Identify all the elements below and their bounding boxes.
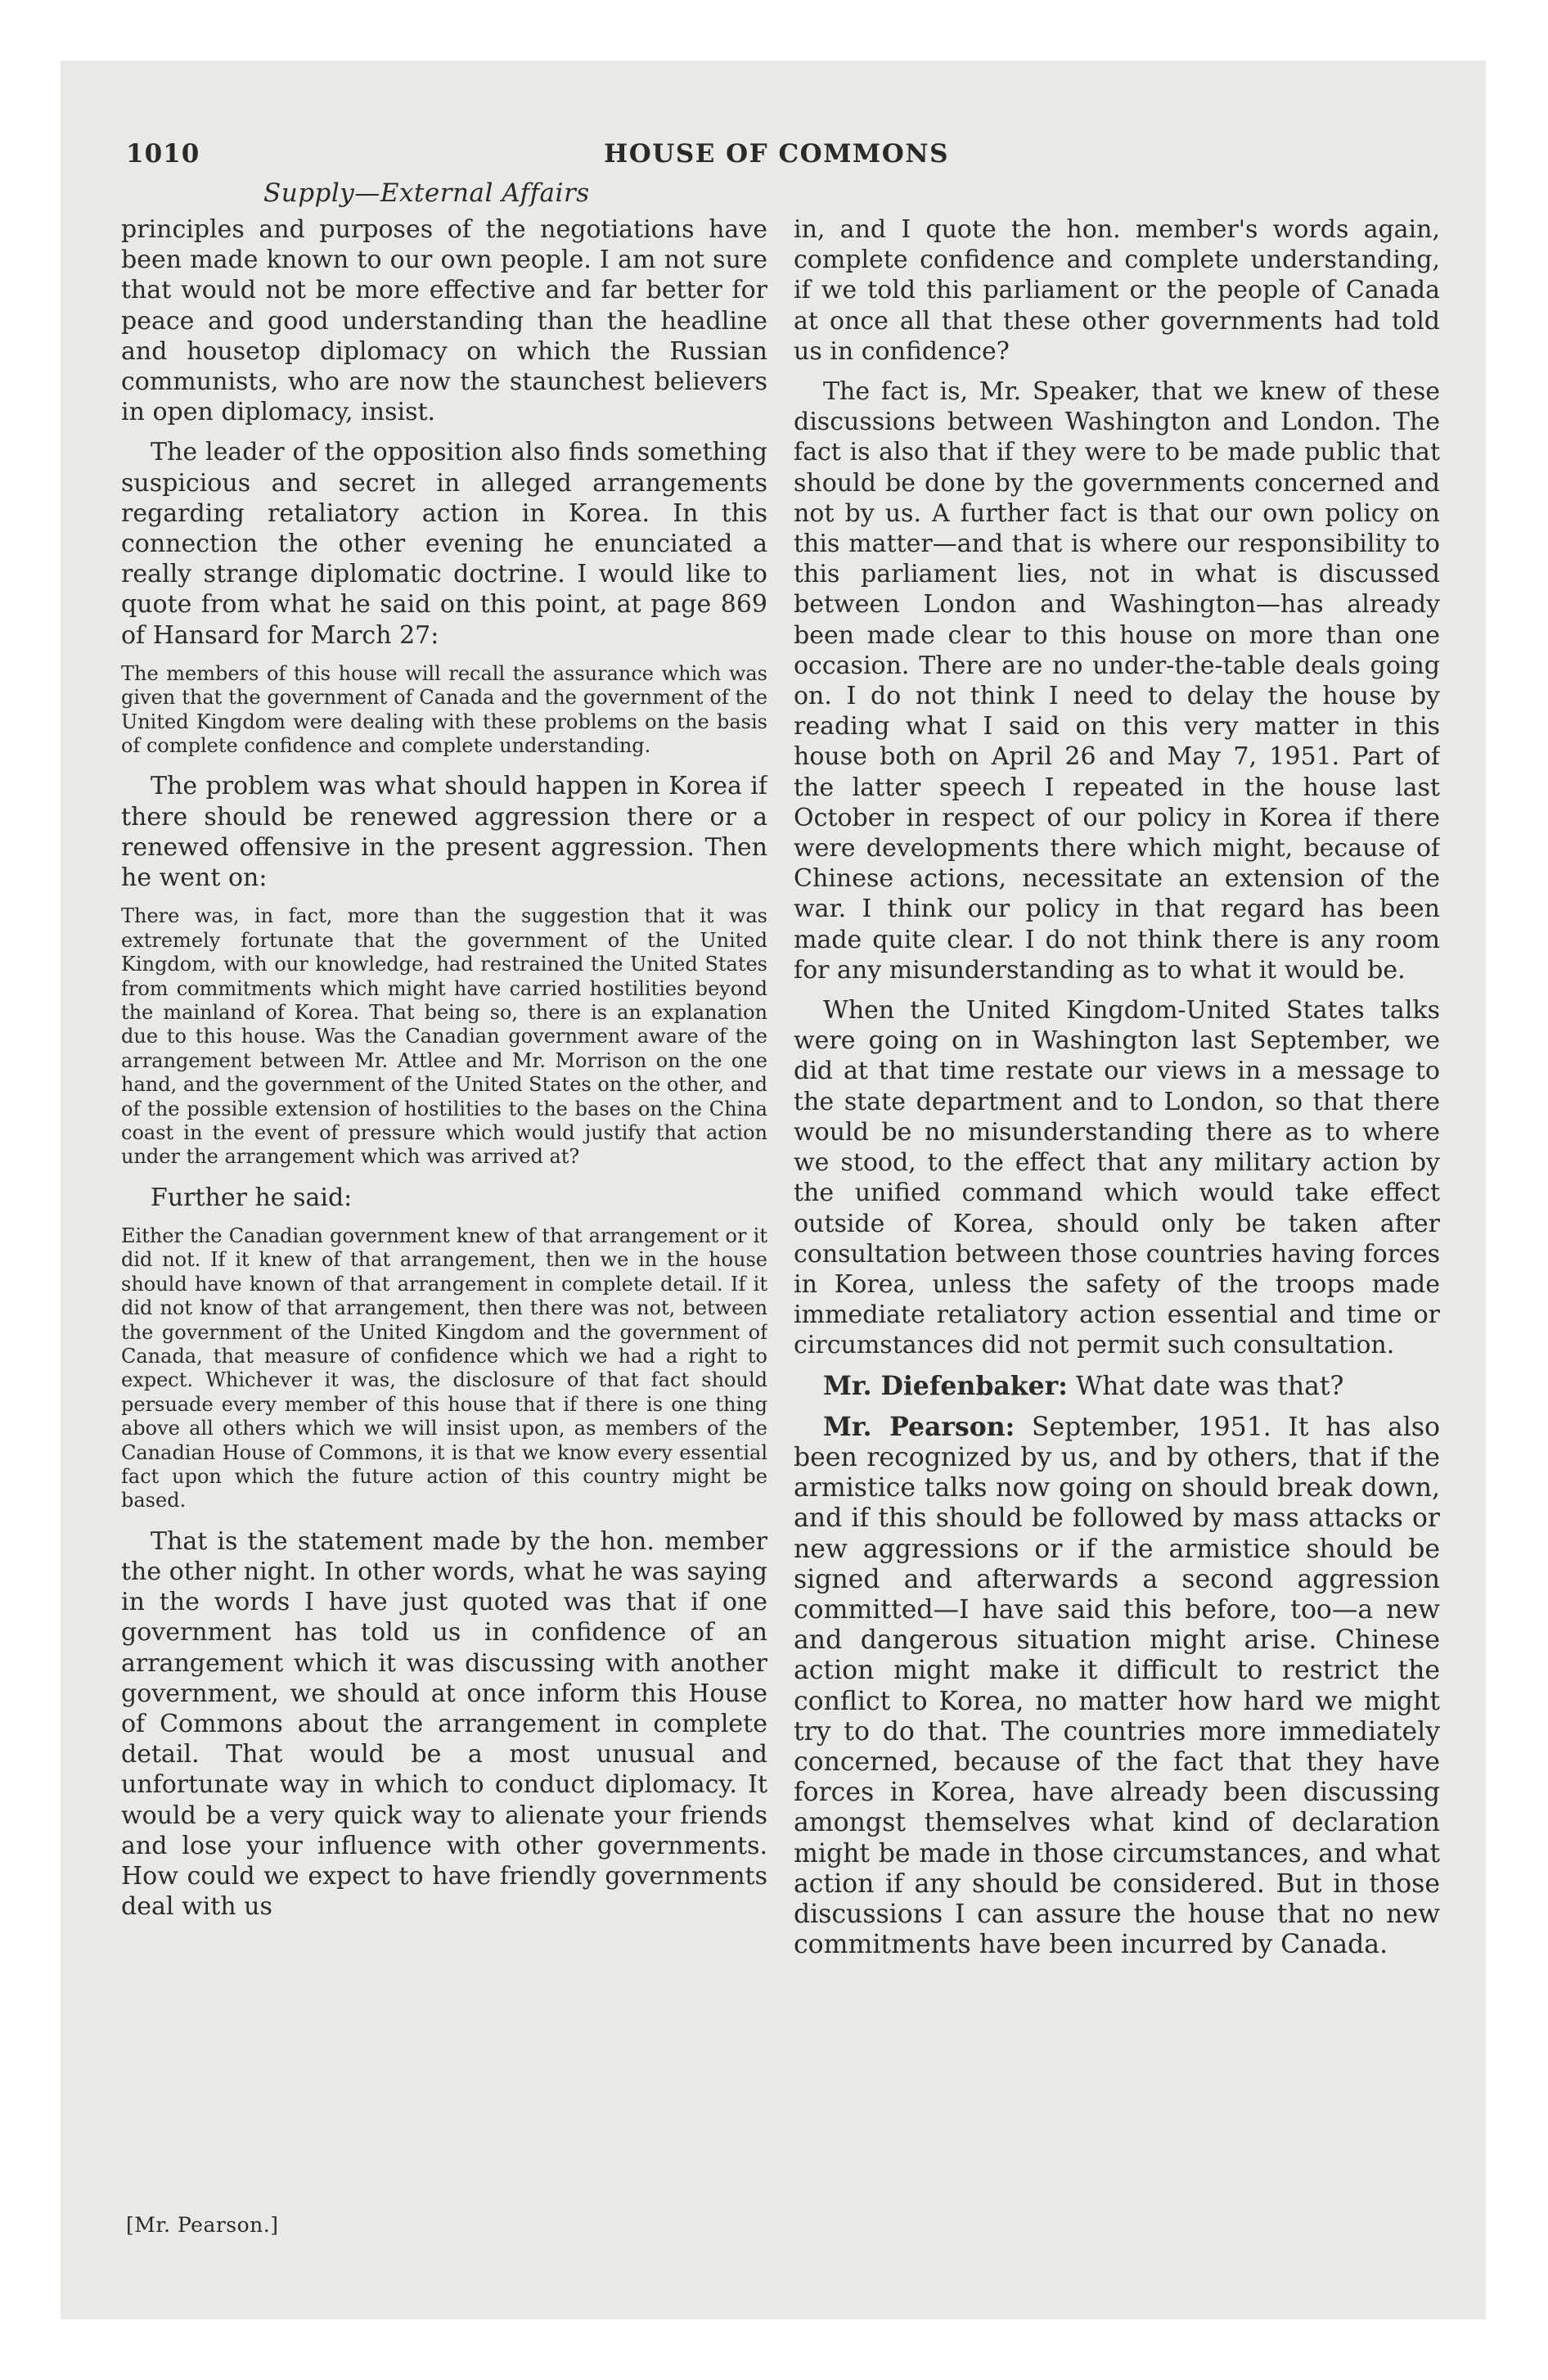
speaker-label: Mr. Pearson:: [823, 1411, 1015, 1442]
block-quote: There was, in fact, more than the suggestion that it was extremely fortunate that the government of the United Kingdom, with our knowledge, had restrained the United States from commitments which might have carried hostilities beyond the mainland of Korea. That being so, there is an explanation due to this house. Was the Canadian government aware of the arrangement between Mr. Attlee and Mr. Morrison on the one hand, and the government of the United States on the other, and of the possible extension of hostilities to the bases on the China coast in the event of pressure which would justify that action under the arrangement which was arrived at?: [121, 904, 767, 1169]
block-quote: The members of this house will recall the assurance which was given that the government of Canada and the government of the United Kingdom were dealing with these problems on the basis of complete confidence and complete understanding.: [121, 661, 767, 758]
body-paragraph: Further he said:: [151, 1183, 353, 1212]
body-paragraph: in, and I quote the hon. member's words again, complete confidence and complete understanding, if we told this parliament or the people of Canada at once all that these other governments had told us in confidence?: [794, 215, 1440, 366]
body-paragraph: The fact is, Mr. Speaker, that we knew of these discussions between Washington and London. The fact is also that if they were to be made public that should be done by the governments concerned and not by us. A further fact is that our own policy on this matter—and that is where our responsibility to this parliament lies, not in what is discussed between London and Washington—has already been made clear to this house on more than one occasion. There are no under-the-table deals going on. I do not think I need to delay the house by reading what I said on this very matter in this house both on April 26 and May 7, 1951. Part of the latter speech I repeated in the house last October in respect of our policy in Korea if there were developments there which might, because of Chinese actions, necessitate an extension of the war. I think our policy in that regard has been made quite clear. I do not think there is any room for any misunderstanding as to what it would be.: [794, 377, 1440, 985]
body-paragraph: When the United Kingdom-United States talks were going on in Washington last September, we did at that time restate our views in a message to the state department and to London, so that there would be no misunderstanding there as to where we stood, to the effect that any military action by the unified command which would take effect outside of Korea, should only be taken after consultation between those countries having forces in Korea, unless the safety of the troops made immediate retaliatory action essential and time or circumstances did not permit such consultation.: [794, 996, 1440, 1360]
body-paragraph: The problem was what should happen in Korea if there should be renewed aggression there or a renewed offensive in the present aggression. Then he went on:: [121, 772, 767, 893]
left-column: [121, 214, 767, 2220]
body-paragraph: principles and purposes of the negotiations have been made known to our own people. I am not sure that would not be more effective and far better for peace and good understanding than the headline and housetop diplomacy on which the Russian communists, who are now the staunchest believers in open diplomacy, insist.: [121, 215, 767, 427]
page-footer: [Mr. Pearson.]: [126, 2213, 279, 2237]
right-column: [794, 214, 1440, 2220]
body-paragraph: That is the statement made by the hon. member the other night. In other words, what he was saying in the words I have just quoted was that if one government has told us in confidence of an arrangement which it was discussing with another government, we should at once inform this House of Commons about the arrangement in complete detail. That would be a most unusual and unfortunate way in which to conduct diplomacy. It would be a very quick way to alienate your friends and lose your influence with other governments. How could we expect to have friendly governments deal with us: [121, 1526, 767, 1922]
speaker-text: What date was that?: [1067, 1371, 1344, 1401]
body-paragraph: The leader of the opposition also finds something suspicious and secret in alleged arrangements regarding retaliatory action in Korea. In this connection the other evening he enunciated a really strange diplomatic doctrine. I would like to quote from what he said on this point, at page 869 of Hansard for March 27:: [121, 438, 767, 650]
section-subtitle: Supply—External Affairs: [263, 178, 590, 208]
page-number: 1010: [126, 139, 200, 169]
speaker-paragraph: [794, 1412, 1440, 1961]
running-header: HOUSE OF COMMONS: [604, 139, 949, 169]
speaker-text: September, 1951. It has also been recognized by us, and by others, that if the armistice talks now going on should break down, and if this should be followed by mass attacks or new aggressions or if the armistice should be signed and afterwards a second aggression committed—I have said this before, too—a new and dangerous situation might arise. Chinese action might make it difficult to restrict the conflict to Korea, no matter how hard we might try to do that. The countries more immediately concerned, because of the fact that they have forces in Korea, have already been discussing amongst themselves what kind of declaration might be made in those circumstances, and what action if any should be considered. But in those discussions I can assure the house that no new commitments have been incurred by Canada.: [794, 1412, 1440, 1960]
speaker-label: Mr. Diefenbaker:: [823, 1370, 1068, 1401]
block-quote: Either the Canadian government knew of that arrangement or it did not. If it knew of that arrangement, then we in the house should have known of that arrangement in complete detail. If it did not know of that arrangement, then there was not, between the government of the United Kingdom and the government of Canada, that measure of confidence which we had a right to expect. Whichever it was, the disclosure of that fact should persuade every member of this house that if there is one thing above all others which we will insist upon, as members of the Canadian House of Commons, it is that we know every essential fact upon which the future action of this country might be based.: [121, 1224, 767, 1512]
speaker-paragraph: [794, 1371, 1440, 1402]
